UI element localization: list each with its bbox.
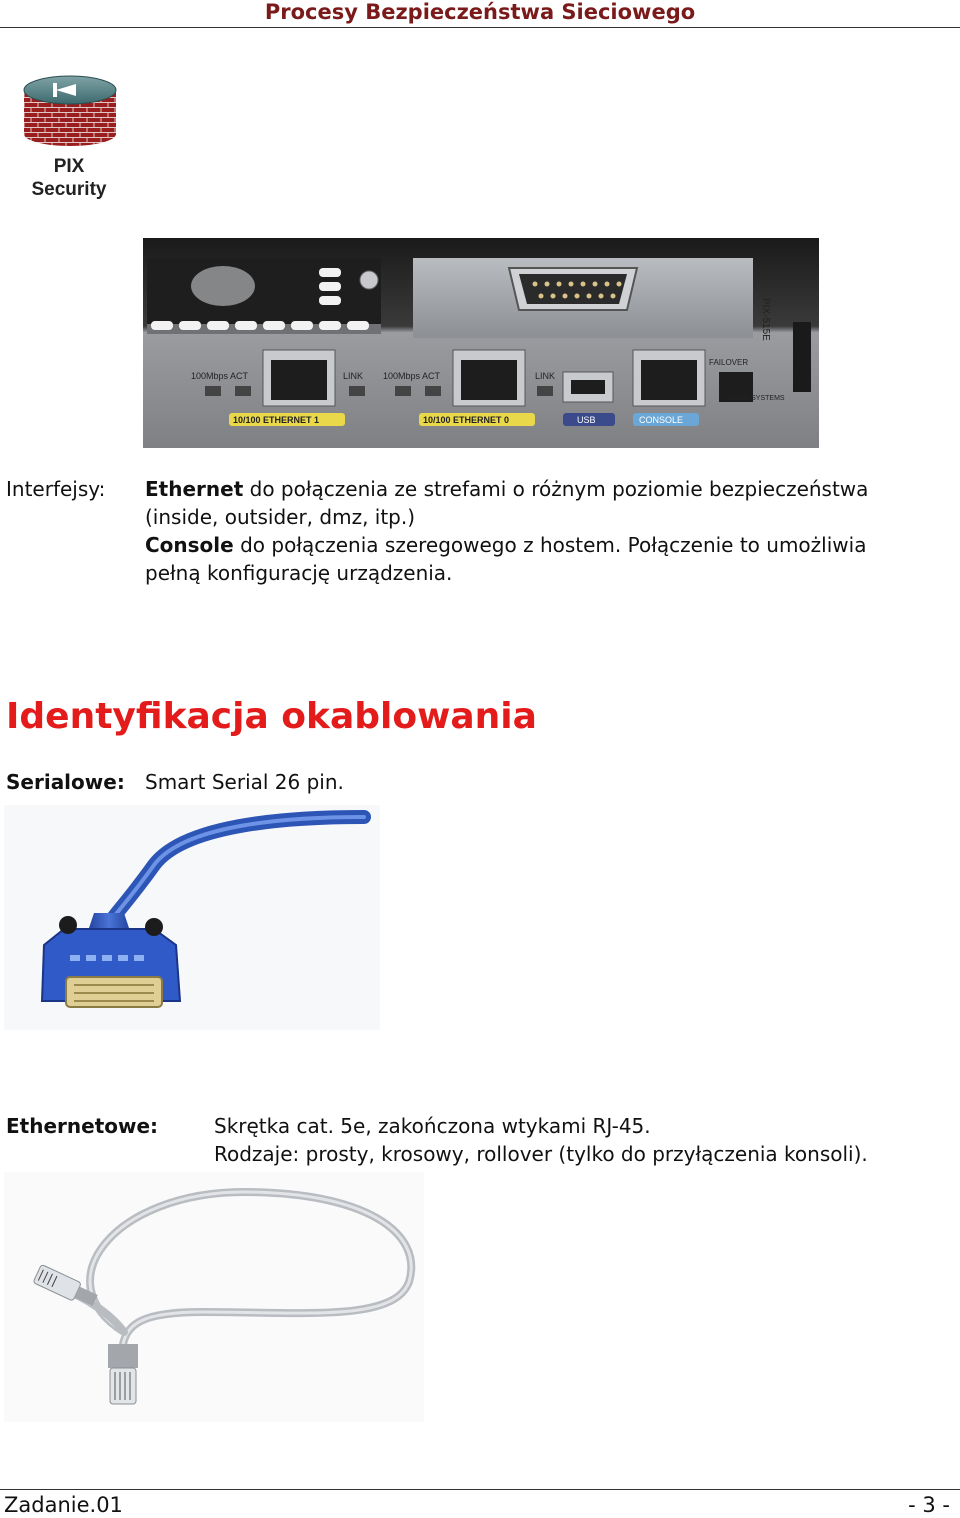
console-desc-line2: pełną konfigurację urządzenia. [145, 561, 453, 585]
eth0-speed-label: 100Mbps ACT [383, 371, 441, 381]
ethernet-description [214, 1112, 954, 1168]
console-desc: do połączenia szeregowego z hostem. Połączenie to umożliwia [233, 533, 867, 557]
header-divider [0, 27, 960, 28]
footer-left: Zadanie.01 [4, 1493, 123, 1517]
pix-device-photo [143, 238, 819, 448]
section-title: Identyfikacja okablowania [6, 696, 537, 737]
usb-label: USB [577, 415, 596, 425]
ethernet-line [145, 475, 945, 503]
serial-label: Serialowe: [6, 770, 125, 794]
ethernet-label: Ethernetowe: [6, 1114, 159, 1138]
eth1-name-label: 10/100 ETHERNET 1 [233, 415, 320, 425]
brand-label: CISCO SYSTEMS [727, 395, 785, 402]
pix-security-logo [6, 62, 132, 210]
page-header-title: Procesy Bezpieczeństwa Sieciowego [264, 0, 696, 24]
ethernet-desc-line1: Skrętka cat. 5e, zakończona wtykami RJ-45. [214, 1114, 651, 1138]
console-term: Console [145, 533, 234, 557]
ethernet-desc-line2: (inside, outsider, dmz, itp.) [145, 505, 416, 529]
logo-security-text: Security [31, 179, 107, 200]
smart-serial-cable-image [4, 805, 380, 1030]
interfaces-description [145, 475, 945, 587]
failover-label: FAILOVER [709, 358, 749, 367]
eth1-link-label: LINK [343, 371, 364, 381]
page-number: - 3 - [908, 1493, 950, 1517]
eth1-speed-label: 100Mbps ACT [191, 371, 249, 381]
console-line [145, 531, 945, 559]
firewall-cylinder-icon [6, 62, 132, 210]
console-label: CONSOLE [639, 415, 684, 425]
logo-pix-text: PIX [53, 156, 85, 177]
model-label: PIX-515E [760, 298, 771, 341]
footer-divider [0, 1489, 960, 1490]
ethernet-term: Ethernet [145, 477, 244, 501]
eth0-name-label: 10/100 ETHERNET 0 [423, 415, 510, 425]
eth0-link-label: LINK [535, 371, 556, 381]
ethernet-desc-line2: Rodzaje: prosty, krosowy, rollover (tylko do przyłączenia konsoli). [214, 1142, 868, 1166]
rj45-cable-image [4, 1172, 424, 1422]
interfaces-label: Interfejsy: [6, 477, 106, 501]
ethernet-desc: do połączenia ze strefami o różnym poziomie bezpieczeństwa [243, 477, 869, 501]
serial-value: Smart Serial 26 pin. [145, 770, 344, 794]
